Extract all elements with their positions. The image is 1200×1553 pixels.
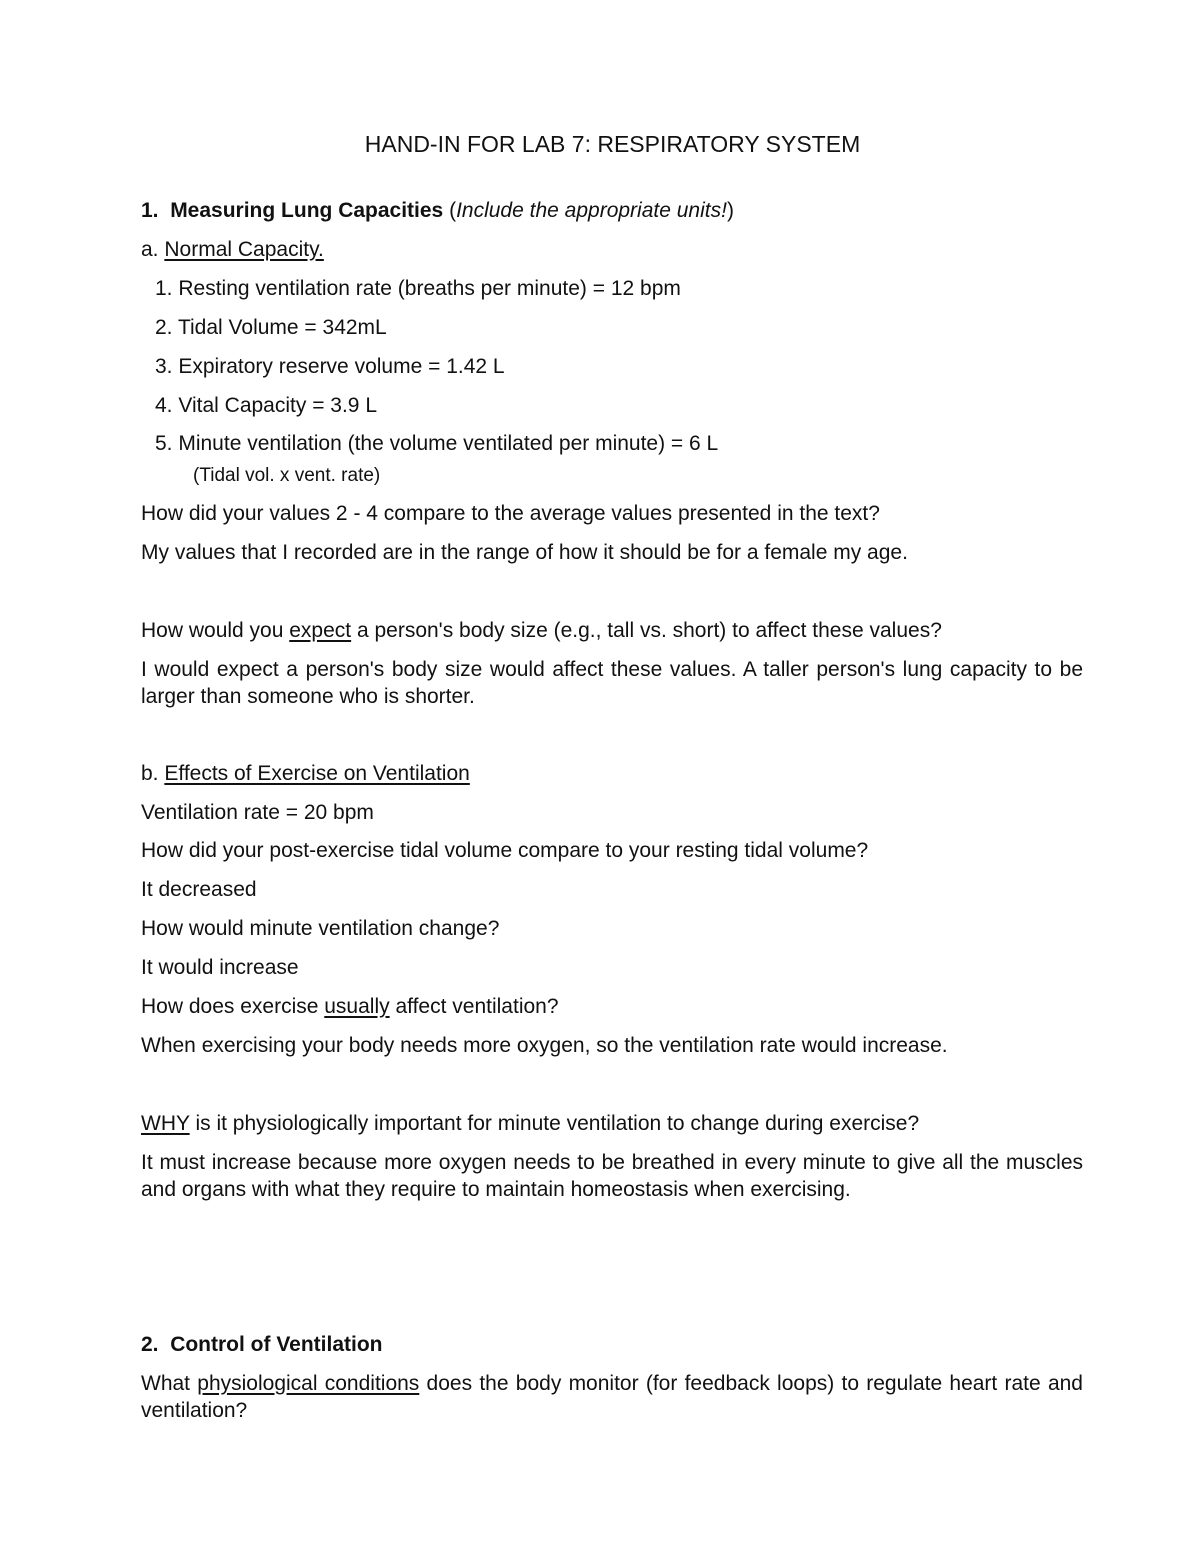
question-physiological-conditions: [141, 1370, 1083, 1424]
q-cond-underlined: physiological conditions: [197, 1372, 420, 1395]
question-minute-change: How would minute ventilation change?: [141, 917, 500, 940]
answer-body-size: I would expect a person's body size would affect these values. A taller person's lung capacity to be larger than someone who is shorter.: [141, 658, 1083, 708]
q-usual-post: affect ventilation?: [389, 995, 559, 1018]
section-1-number: 1.: [141, 199, 159, 222]
answer-minute-change: It would increase: [141, 956, 299, 979]
q-size-underlined: expect: [289, 619, 352, 642]
answer-tidal-compare: It decreased: [141, 878, 257, 901]
q-why-underlined: WHY: [141, 1112, 190, 1135]
section-1-heading: Measuring Lung Capacities: [170, 199, 444, 222]
q-cond-post: does the body monitor (for feedback loops) to regulate heart rate and ventilation?: [141, 1372, 1083, 1422]
answer-compare: My values that I recorded are in the range of how it should be for a female my age.: [141, 541, 908, 564]
q-size-post: a person's body size (e.g., tall vs. short) to affect these values?: [351, 619, 942, 642]
q-cond-pre: What: [141, 1372, 198, 1395]
part-b-title: Effects of Exercise on Ventilation: [164, 762, 470, 785]
part-a-heading: [141, 236, 324, 264]
question-why: [141, 1110, 919, 1138]
part-b-heading: [141, 760, 470, 788]
section-2-number: 2.: [141, 1333, 159, 1356]
part-a-prefix: a.: [141, 238, 165, 261]
section-2-heading: Control of Ventilation: [170, 1333, 383, 1356]
item-resting-rate: 1. Resting ventilation rate (breaths per minute) = 12 bpm: [155, 277, 681, 300]
note-open: (: [443, 199, 457, 222]
item-expiratory-reserve: 3. Expiratory reserve volume = 1.42 L: [155, 355, 505, 378]
document-title: HAND-IN FOR LAB 7: RESPIRATORY SYSTEM: [364, 131, 861, 157]
item-minute-ventilation: 5. Minute ventilation (the volume ventilated per minute) = 6 L: [155, 432, 719, 455]
q-size-pre: How would you: [141, 619, 290, 642]
item-vital-capacity: 4. Vital Capacity = 3.9 L: [155, 394, 377, 417]
section-2-heading-line: [141, 1331, 383, 1359]
part-b-prefix: b.: [141, 762, 165, 785]
q-usual-underlined: usually: [324, 995, 390, 1018]
part-a-title: Normal Capacity.: [164, 238, 324, 261]
answer-why: It must increase because more oxygen needs to be breathed in every minute to give all the muscles and organs with what they require to maintain homeostasis when exercising.: [141, 1151, 1083, 1201]
section-1-heading-line: [141, 197, 734, 225]
ventilation-rate-line: Ventilation rate = 20 bpm: [141, 801, 374, 824]
question-body-size: [141, 617, 942, 645]
note-close: ): [726, 199, 734, 222]
question-exercise-usual: [141, 993, 559, 1021]
item-5-formula-note: (Tidal vol. x vent. rate): [193, 465, 381, 486]
question-compare: How did your values 2 - 4 compare to the average values presented in the text?: [141, 502, 880, 525]
answer-exercise-usual: When exercising your body needs more oxygen, so the ventilation rate would increase.: [141, 1034, 948, 1057]
item-tidal-volume: 2. Tidal Volume = 342mL: [155, 316, 387, 339]
question-tidal-compare: How did your post-exercise tidal volume compare to your resting tidal volume?: [141, 839, 869, 862]
units-note: Include the appropriate units!: [456, 199, 727, 222]
q-why-post: is it physiologically important for minute ventilation to change during exercise?: [189, 1112, 920, 1135]
q-usual-pre: How does exercise: [141, 995, 325, 1018]
